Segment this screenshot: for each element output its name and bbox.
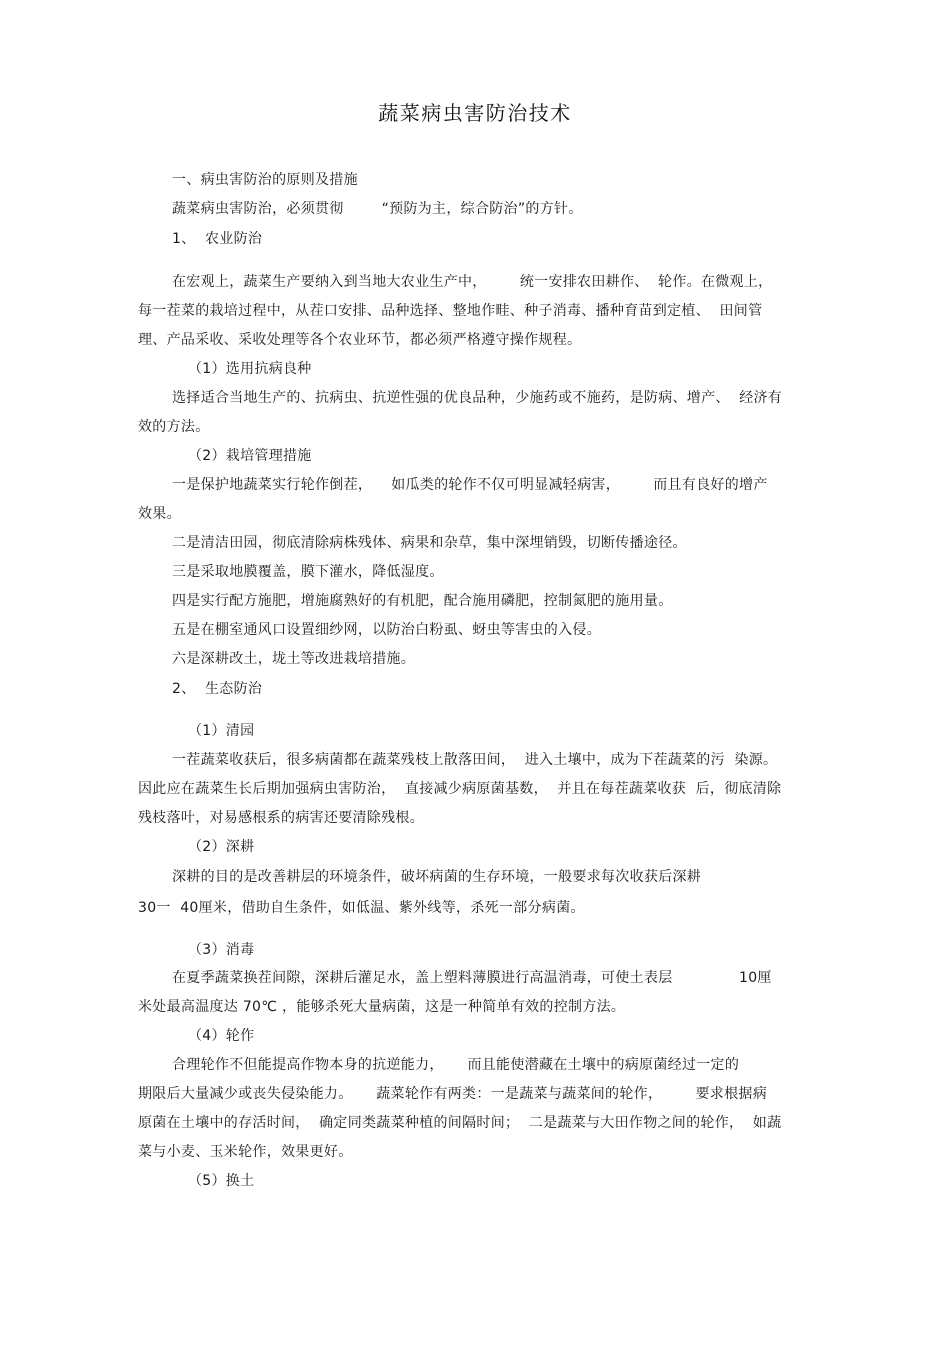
subsection-heading: 1、 农业防治 bbox=[172, 231, 263, 247]
item-heading: （4）轮作 bbox=[188, 1028, 255, 1044]
paragraph-line: 在宏观上，蔬菜生产要纳入到当地大农业生产中， 统一安排农田耕作、 轮作。在微观上， bbox=[172, 274, 773, 290]
paragraph-line: 效果。 bbox=[138, 506, 181, 522]
paragraph-line: 理、产品采收、采收处理等各个农业环节，都必须严格遵守操作规程。 bbox=[138, 332, 582, 348]
paragraph-line: 三是采取地膜覆盖，膜下灌水，降低湿度。 bbox=[172, 564, 444, 580]
paragraph-line: 二是清洁田园，彻底清除病株残体、病果和杂草，集中深埋销毁，切断传播途径。 bbox=[172, 535, 687, 551]
subsection-heading: 2、 生态防治 bbox=[172, 681, 263, 697]
section-heading: 一、病虫害防治的原则及措施 bbox=[172, 172, 358, 188]
paragraph-line: 在夏季蔬菜换茬间隙，深耕后灌足水，盖上塑料薄膜进行高温消毒，可使土表层 10厘 bbox=[172, 970, 772, 986]
paragraph-line: 30一 40厘米，借助自生条件，如低温、紫外线等，杀死一部分病菌。 bbox=[138, 900, 585, 916]
paragraph-line: 期限后大量减少或丧失侵染能力。 蔬菜轮作有两类：一是蔬菜与蔬菜间的轮作， 要求根据病 bbox=[138, 1086, 767, 1102]
item-heading: （1）选用抗病良种 bbox=[188, 361, 312, 377]
item-heading: （2）栽培管理措施 bbox=[188, 448, 312, 464]
item-heading: （1）清园 bbox=[188, 723, 255, 739]
paragraph-line: 米处最高温度达 70℃ ，能够杀死大量病菌，这是一种简单有效的控制方法。 bbox=[138, 999, 626, 1015]
paragraph-line: 蔬菜病虫害防治，必须贯彻 “预防为主，综合防治”的方针。 bbox=[172, 201, 583, 217]
paragraph-line: 每一茬菜的栽培过程中，从茬口安排、品种选择、整地作畦、种子消毒、播种育苗到定植、 田间管 bbox=[138, 303, 763, 319]
item-heading: （2）深耕 bbox=[188, 839, 255, 855]
item-heading: （3）消毒 bbox=[188, 942, 255, 958]
paragraph-line: 一茬蔬菜收获后，很多病菌都在蔬菜残枝上散落田间， 进入土壤中，成为下茬蔬菜的污 染源。 bbox=[172, 752, 778, 768]
paragraph-line: 四是实行配方施肥，增施腐熟好的有机肥，配合施用磷肥，控制氮肥的施用量。 bbox=[172, 593, 673, 609]
paragraph-line: 五是在棚室通风口设置细纱网，以防治白粉虱、蚜虫等害虫的入侵。 bbox=[172, 622, 601, 638]
paragraph-line: 深耕的目的是改善耕层的环境条件，破坏病菌的生存环境，一般要求每次收获后深耕 bbox=[172, 869, 702, 885]
paragraph-line: 效的方法。 bbox=[138, 419, 210, 435]
paragraph-line: 选择适合当地生产的、抗病虫、抗逆性强的优良品种，少施药或不施药，是防病、增产、 经济有 bbox=[172, 390, 783, 406]
paragraph-line: 原菌在土壤中的存活时间， 确定同类蔬菜种植的间隔时间； 二是蔬菜与大田作物之间的轮作， 如蔬 bbox=[138, 1115, 782, 1131]
paragraph-line: 一是保护地蔬菜实行轮作倒茬， 如瓜类的轮作不仅可明显减轻病害， 而且有良好的增产 bbox=[172, 477, 768, 493]
paragraph-line: 合理轮作不但能提高作物本身的抗逆能力， 而且能使潜藏在土壤中的病原菌经过一定的 bbox=[172, 1057, 740, 1073]
paragraph-line: 六是深耕改土，垅土等改进栽培措施。 bbox=[172, 651, 416, 667]
paragraph-line: 菜与小麦、玉米轮作，效果更好。 bbox=[138, 1144, 353, 1160]
document-title: 蔬菜病虫害防治技术 bbox=[378, 101, 572, 125]
item-heading: （5）换土 bbox=[188, 1173, 255, 1189]
paragraph-line: 残枝落叶，对易感根系的病害还要清除残根。 bbox=[138, 810, 424, 826]
paragraph-line: 因此应在蔬菜生长后期加强病虫害防治， 直接减少病原菌基数， 并且在每茬蔬菜收获 后，彻底清除 bbox=[138, 781, 782, 797]
